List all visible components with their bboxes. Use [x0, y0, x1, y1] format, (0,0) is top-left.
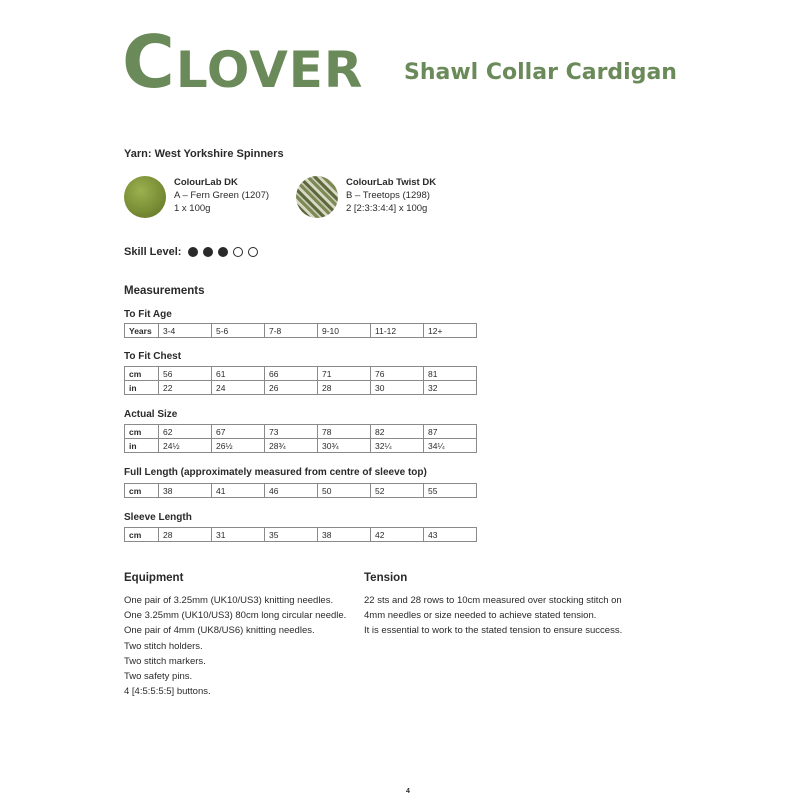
size-value-cell: 22 — [159, 381, 212, 395]
row-label: in — [125, 381, 159, 395]
size-value-cell: 67 — [212, 425, 265, 439]
yarn-ball-image — [296, 176, 338, 218]
table-row — [125, 367, 477, 381]
row-label: in — [125, 439, 159, 453]
size-value-cell: 34¼ — [424, 439, 477, 453]
size-value-cell: 32 — [424, 381, 477, 395]
tension-text — [364, 593, 622, 639]
size-value-cell: 55 — [424, 484, 477, 498]
skill-dot-empty-icon — [233, 247, 243, 257]
pattern-title: Clover — [122, 20, 364, 104]
size-value-cell: 24½ — [159, 439, 212, 453]
size-value-cell: 62 — [159, 425, 212, 439]
table-age — [124, 323, 477, 338]
size-value-cell: 35 — [265, 528, 318, 542]
table-chest — [124, 366, 477, 395]
yarn-name: ColourLab DK — [174, 177, 238, 188]
size-value-cell: 11-12 — [371, 324, 424, 338]
equipment-item: One pair of 4mm (UK8/US6) knitting needles. — [124, 625, 315, 637]
size-value-cell: 76 — [371, 367, 424, 381]
table-title-sleeve-length: Sleeve Length — [124, 512, 192, 523]
size-value-cell: 31 — [212, 528, 265, 542]
size-value-cell: 38 — [318, 528, 371, 542]
size-value-cell: 61 — [212, 367, 265, 381]
tension-line: It is essential to work to the stated tension to ensure success. — [364, 625, 623, 637]
row-label: cm — [125, 484, 159, 498]
yarn-quantity: 2 [2:3:3:4:4] x 100g — [346, 203, 428, 214]
row-label: cm — [125, 425, 159, 439]
table-title-actual-size: Actual Size — [124, 409, 178, 420]
skill-level-dots — [183, 247, 258, 257]
skill-dot-filled-icon — [188, 247, 198, 257]
size-value-cell: 50 — [318, 484, 371, 498]
yarn-item-b — [296, 176, 436, 218]
yarn-shade: A – Fern Green (1207) — [174, 190, 270, 201]
tension-line: 4mm needles or size needed to achieve stated tension. — [364, 610, 597, 622]
size-value-cell: 30 — [371, 381, 424, 395]
table-row — [125, 324, 477, 338]
size-value-cell: 24 — [212, 381, 265, 395]
equipment-heading: Equipment — [124, 572, 184, 584]
equipment-item: One 3.25mm (UK10/US3) 80cm long circular needle. — [124, 610, 347, 622]
row-label: cm — [125, 528, 159, 542]
size-value-cell: 28 — [159, 528, 212, 542]
row-label: Years — [125, 324, 159, 338]
table-sleeve-length — [124, 527, 477, 542]
size-value-cell: 28 — [318, 381, 371, 395]
row-label: cm — [125, 367, 159, 381]
table-row — [125, 439, 477, 453]
size-value-cell: 78 — [318, 425, 371, 439]
size-value-cell: 82 — [371, 425, 424, 439]
equipment-list — [124, 593, 346, 699]
skill-dot-filled-icon — [203, 247, 213, 257]
size-value-cell: 41 — [212, 484, 265, 498]
table-row — [125, 425, 477, 439]
yarn-ball-image — [124, 176, 166, 218]
table-row — [125, 381, 477, 395]
table-row — [125, 528, 477, 542]
size-value-cell: 73 — [265, 425, 318, 439]
size-value-cell: 3-4 — [159, 324, 212, 338]
size-value-cell: 56 — [159, 367, 212, 381]
measurements-heading: Measurements — [124, 285, 205, 297]
equipment-item: One pair of 3.25mm (UK10/US3) knitting needles. — [124, 595, 334, 606]
yarn-item-a — [124, 176, 269, 218]
skill-dot-filled-icon — [218, 247, 228, 257]
table-full-length — [124, 483, 477, 498]
size-value-cell: 42 — [371, 528, 424, 542]
equipment-item: Two safety pins. — [124, 671, 193, 683]
table-actual-size — [124, 424, 477, 453]
equipment-item: Two stitch markers. — [124, 655, 206, 667]
size-value-cell: 30¾ — [318, 439, 371, 453]
size-value-cell: 52 — [371, 484, 424, 498]
tension-line: 22 sts and 28 rows to 10cm measured over stocking stitch on — [364, 595, 622, 606]
table-title-full-length: Full Length (approximately measured from centre of sleeve top) — [124, 467, 427, 478]
skill-level — [124, 246, 258, 258]
table-title-age: To Fit Age — [124, 309, 172, 320]
size-value-cell: 46 — [265, 484, 318, 498]
yarn-heading: Yarn: West Yorkshire Spinners — [124, 148, 284, 160]
size-value-cell: 9-10 — [318, 324, 371, 338]
pattern-subtitle: Shawl Collar Cardigan — [404, 60, 677, 85]
equipment-item: Two stitch holders. — [124, 640, 203, 652]
equipment-item: 4 [4:5:5:5:5] buttons. — [124, 686, 211, 698]
size-value-cell: 12+ — [424, 324, 477, 338]
skill-dot-empty-icon — [248, 247, 258, 257]
page-number: 4 — [406, 788, 410, 795]
skill-level-label: Skill Level: — [124, 246, 182, 258]
size-value-cell: 26½ — [212, 439, 265, 453]
size-value-cell: 66 — [265, 367, 318, 381]
size-value-cell: 71 — [318, 367, 371, 381]
table-row — [125, 484, 477, 498]
size-value-cell: 32¼ — [371, 439, 424, 453]
table-title-chest: To Fit Chest — [124, 351, 182, 362]
yarn-quantity: 1 x 100g — [174, 203, 211, 214]
tension-heading: Tension — [364, 572, 408, 584]
size-value-cell: 38 — [159, 484, 212, 498]
size-value-cell: 81 — [424, 367, 477, 381]
size-value-cell: 26 — [265, 381, 318, 395]
size-value-cell: 5-6 — [212, 324, 265, 338]
yarn-name: ColourLab Twist DK — [346, 177, 437, 188]
size-value-cell: 87 — [424, 425, 477, 439]
size-value-cell: 7-8 — [265, 324, 318, 338]
size-value-cell: 43 — [424, 528, 477, 542]
yarn-shade: B – Treetops (1298) — [346, 190, 430, 201]
size-value-cell: 28¾ — [265, 439, 318, 453]
